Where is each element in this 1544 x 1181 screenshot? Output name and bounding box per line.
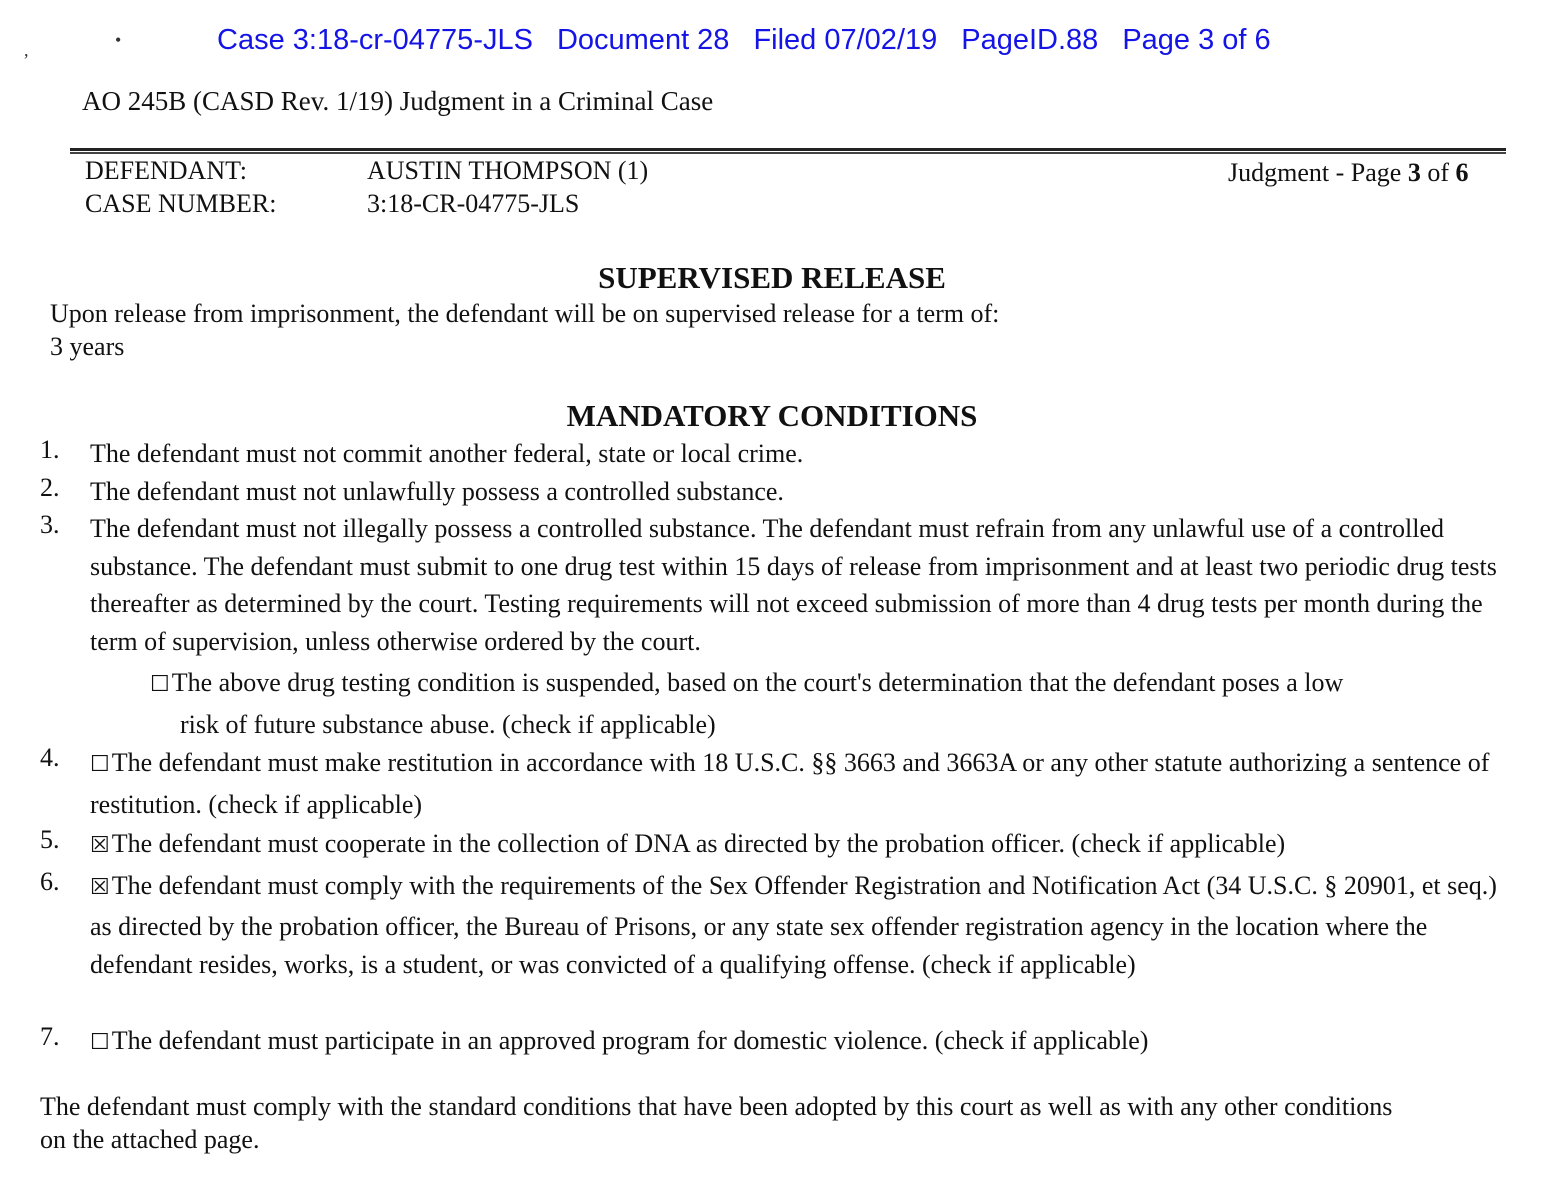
drug-test-suspension-condition: ☐The above drug testing condition is suspended, based on the court's determination that the defendant poses a low risk of future substance abuse. (check if applicable) [150,668,1344,739]
header-divider [70,148,1506,154]
judgment-page-reference: Judgment - Page 3 of 6 [1228,158,1469,187]
scan-speck: • [115,30,122,50]
unchecked-checkbox-icon[interactable]: ☐ [90,1030,110,1055]
stamp-document: Document 28 [556,24,730,56]
scan-speck: , [24,40,29,60]
case-number-label: CASE NUMBER: [85,189,277,218]
stamp-case: Case 3:18-cr-04775-JLS [217,24,533,56]
unchecked-checkbox-icon[interactable]: ☐ [90,752,110,777]
case-number-value: 3:18-CR-04775-JLS [367,189,580,218]
defendant-value: AUSTIN THOMPSON (1) [367,156,649,185]
supervised-release-heading: SUPERVISED RELEASE [598,260,946,295]
stamp-page-id: PageID.88 [961,24,1099,56]
supervised-release-term: 3 years [50,332,125,361]
unchecked-checkbox-icon[interactable]: ☐ [150,672,170,697]
defendant-label: DEFENDANT: [85,156,247,185]
checked-checkbox-icon[interactable]: ☒ [90,833,110,858]
checked-checkbox-icon[interactable]: ☒ [90,875,110,900]
supervised-release-intro: Upon release from imprisonment, the defendant will be on supervised release for a term of: 3 years [50,297,1200,363]
court-filing-stamp [217,24,1295,57]
mandatory-conditions-heading: MANDATORY CONDITIONS [566,398,978,433]
form-identifier: AO 245B (CASD Rev. 1/19) Judgment in a Criminal Case [82,86,714,116]
stamp-filed: Filed 07/02/19 [753,24,938,56]
standard-conditions-note: The defendant must comply with the standard conditions that have been adopted by this court as well as with any other conditions on the attached page. [40,1092,1393,1154]
stamp-page: Page 3 of 6 [1122,24,1271,56]
